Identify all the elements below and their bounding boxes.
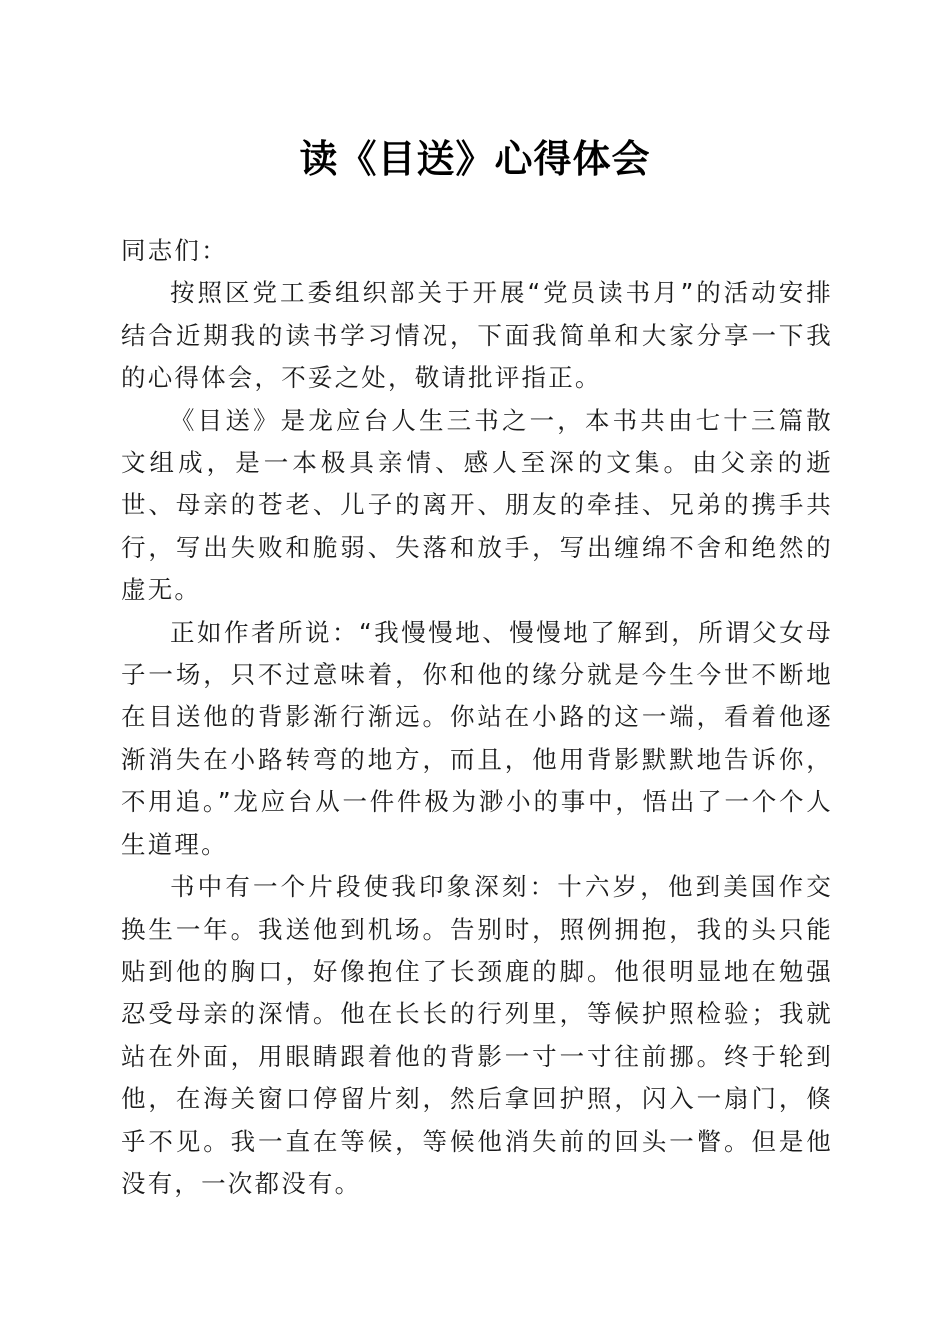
paragraph-author-quote: 正如作者所说：“我慢慢地、慢慢地了解到，所谓父女母子一场，只不过意味着，你和他的缘分就是今生今世不断地在目送他的背影渐行渐远。你站在小路的这一端，看着他逐渐消失在小路转弯的地方，而且，他用背影默默地告诉你，不用追。”龙应台从一件件极为渺小的事中，悟出了一个个人生道理。 bbox=[121, 617, 833, 859]
paragraph-book-summary: 《目送》是龙应台人生三书之一，本书共由七十三篇散文组成，是一本极具亲情、感人至深的文集。由父亲的逝世、母亲的苍老、儿子的离开、朋友的牵挂、兄弟的携手共行，写出失败和脆弱、失落和放手，写出缠绵不舍和绝然的虚无。 bbox=[121, 405, 833, 605]
document-title: 读《目送》心得体会 bbox=[299, 136, 651, 181]
paragraph-intro: 按照区党工委组织部关于开展“党员读书月”的活动安排结合近期我的读书学习情况，下面我简单和大家分享一下我的心得体会，不妥之处，敬请批评指正。 bbox=[121, 278, 833, 393]
document-body bbox=[121, 230, 833, 1205]
paragraph-memorable-excerpt: 书中有一个片段使我印象深刻：十六岁，他到美国作交换生一年。我送他到机场。告别时，照例拥抱，我的头只能贴到他的胸口，好像抱住了长颈鹿的脚。他很明显地在勉强忍受母亲的深情。他在长长的行列里，等候护照检验；我就站在外面，用眼睛跟着他的背影一寸一寸往前挪。终于轮到他，在海关窗口停留片刻，然后拿回护照，闪入一扇门，倏乎不见。我一直在等候，等候他消失前的回头一瞥。但是他没有，一次都没有。 bbox=[121, 872, 833, 1198]
salutation: 同志们： bbox=[121, 236, 228, 265]
